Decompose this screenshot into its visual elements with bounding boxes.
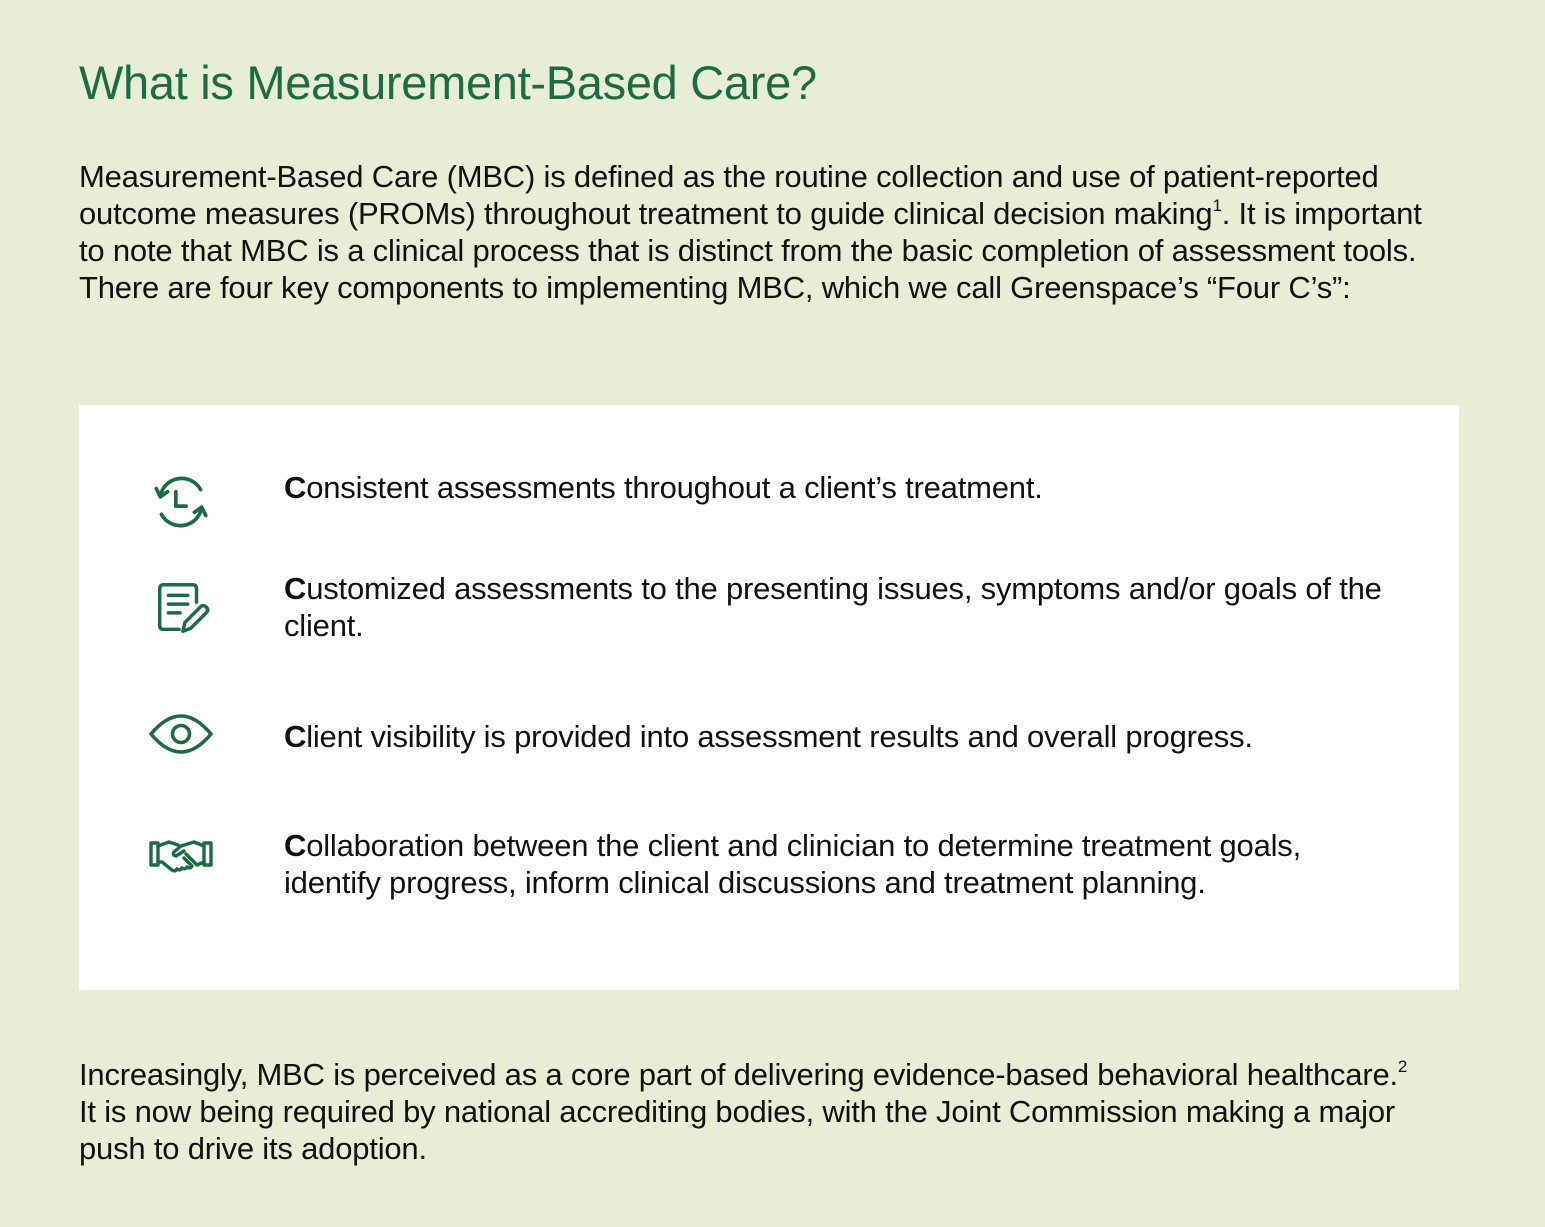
page-title: What is Measurement-Based Care? — [79, 56, 817, 109]
closing-text: Increasingly, MBC is perceived as a core part of delivering evidence-based behavioral healthcare. — [79, 1057, 1398, 1092]
document-edit-icon — [141, 573, 221, 643]
intro-text: Measurement-Based Care (MBC) is defined as the routine collection and use of patient-reported outcome measures (PROMs) throughout treatment to guide clinical decision making — [79, 159, 1379, 231]
four-cs-description: onsistent assessments throughout a client’s treatment. — [306, 470, 1043, 505]
handshake-icon — [141, 820, 221, 890]
footnote-ref-2: 2 — [1397, 1056, 1408, 1076]
closing-paragraph — [79, 1056, 1419, 1167]
eye-icon — [141, 699, 221, 769]
four-cs-card — [79, 405, 1459, 990]
clock-refresh-icon — [141, 467, 221, 537]
four-cs-text-collaboration — [284, 827, 1394, 901]
four-cs-lead-letter: C — [284, 719, 307, 754]
intro-text-continued: . It is important to note that MBC is a clinical process that is distinct from the basic completion of assessment tools. There are four key components to implementing MBC, which we call Greenspace’s “Four C’s”: — [79, 196, 1422, 305]
four-cs-lead-letter: C — [284, 470, 307, 505]
four-cs-lead-letter: C — [284, 828, 307, 863]
four-cs-description: ollaboration between the client and clinician to determine treatment goals, identify progress, inform clinical discussions and treatment planning. — [284, 828, 1302, 900]
intro-paragraph — [79, 158, 1439, 306]
four-cs-text-consistent — [284, 469, 1394, 506]
four-cs-description: ustomized assessments to the presenting issues, symptoms and/or goals of the client. — [284, 571, 1382, 643]
closing-text-continued: It is now being required by national accrediting bodies, with the Joint Commission making a major push to drive its adoption. — [79, 1094, 1395, 1166]
footnote-ref-1: 1 — [1212, 195, 1222, 215]
four-cs-text-customized — [284, 570, 1394, 644]
four-cs-lead-letter: C — [284, 571, 307, 606]
four-cs-text-client-visibility — [284, 718, 1394, 755]
four-cs-description: lient visibility is provided into assessment results and overall progress. — [306, 719, 1253, 754]
